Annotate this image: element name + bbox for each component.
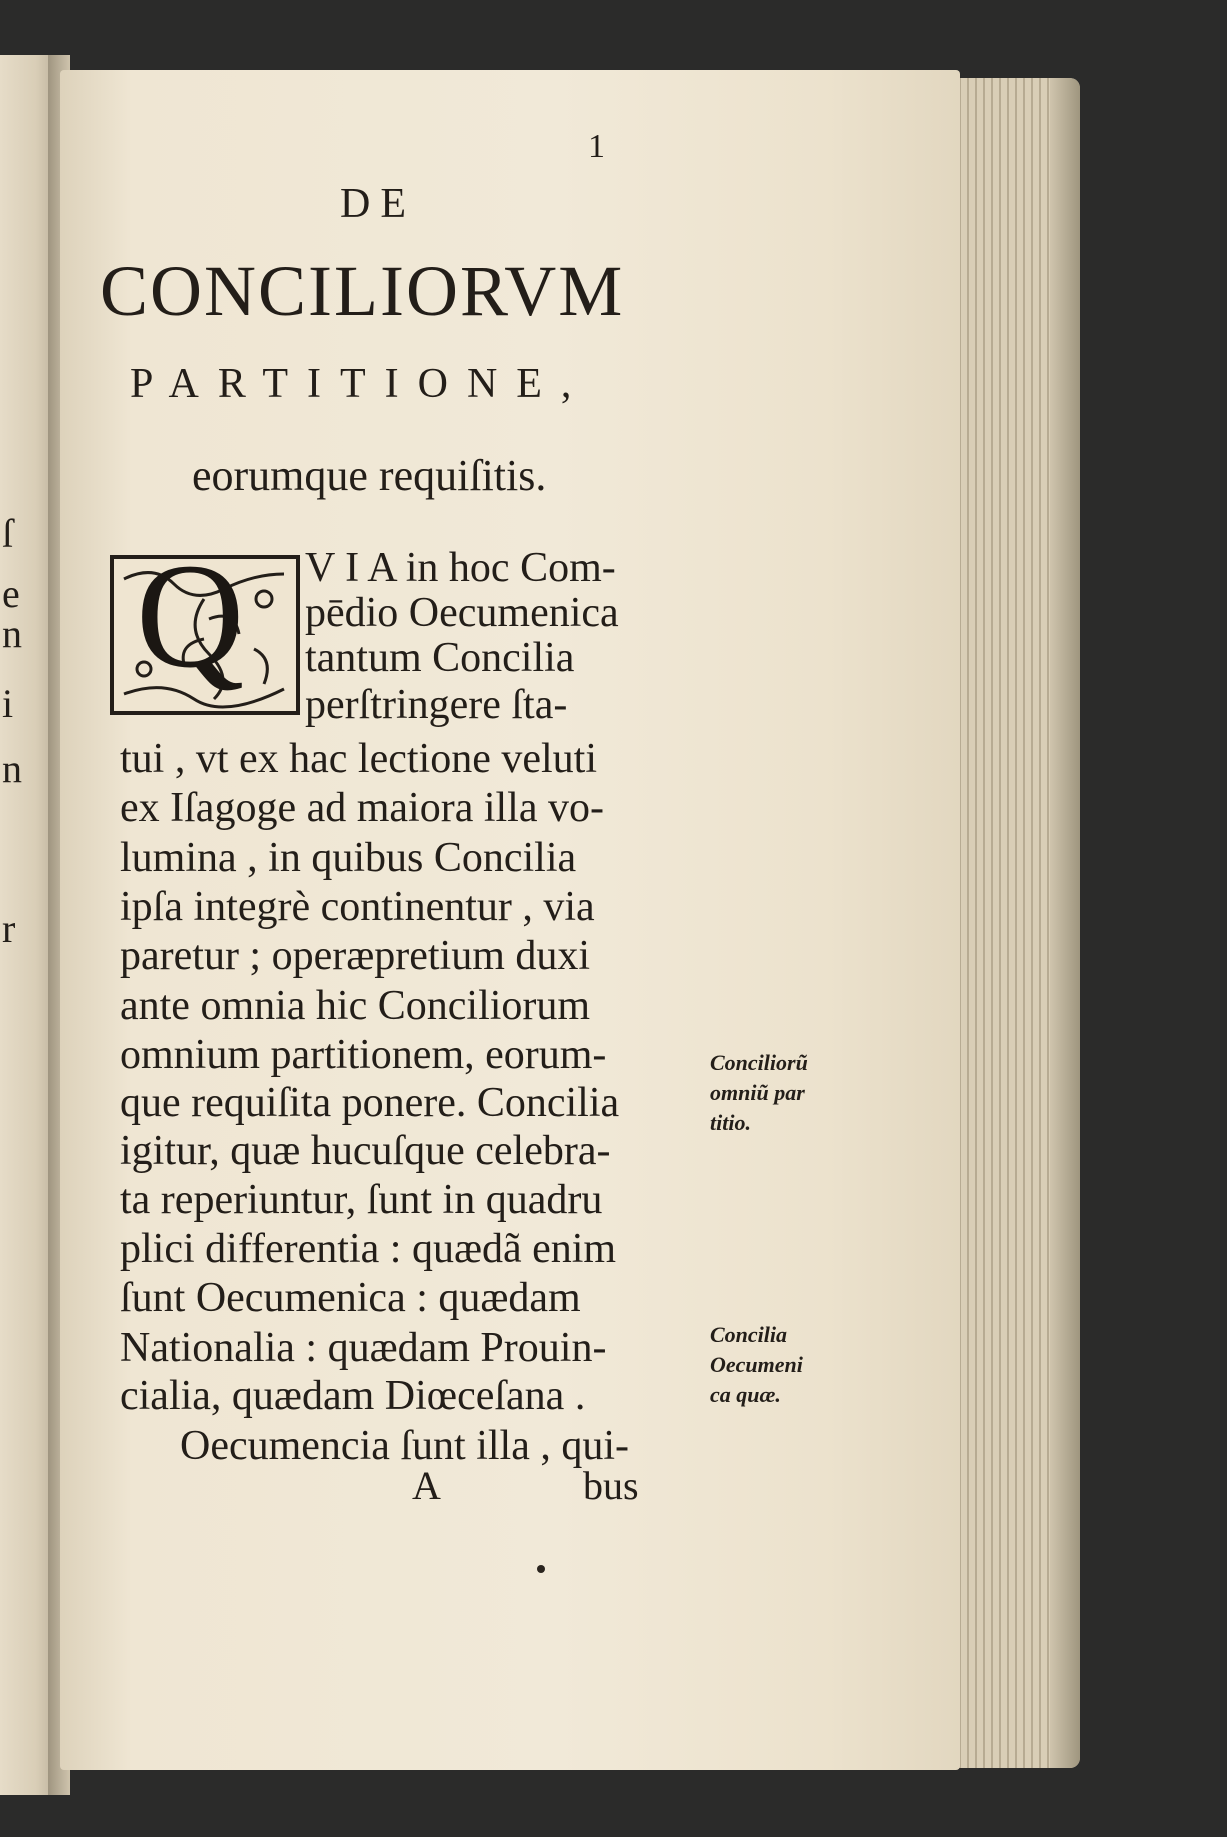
body-line: ante omnia hic Conciliorum [120,983,591,1029]
signature-mark: A [412,1463,441,1508]
page-edges [945,78,1080,1768]
body-line: igitur, quæ hucuſque celebra- [120,1128,611,1174]
title-line-3: PARTITIONE, [130,361,591,407]
ink-speck [537,1565,545,1573]
marginal-note-line: ca quæ. [710,1382,781,1407]
body-line: perſtringere ſta- [305,682,568,728]
body-line: pēdio Oecumenica [305,590,619,636]
body-line: ſunt Oecumenica : quædam [120,1275,581,1321]
marginal-note-line: Conciliorũ [710,1050,808,1075]
drop-cap-letter: Q [136,533,245,699]
body-line: omnium partitionem, eorum- [120,1032,607,1078]
body-line: plici differentia : quædã enim [120,1226,617,1272]
page-number: 1 [588,128,605,165]
body-line: que requiſita ponere. Concilia [120,1080,620,1126]
catchword: bus [583,1463,639,1508]
marginal-note-line: Oecumeni [710,1352,803,1377]
body-line: cialia, quædam Diœceſana . [120,1373,586,1419]
marginal-note-line: Concilia [710,1322,788,1347]
title-line-1: DE [340,181,416,227]
left-page-fragment: e [2,571,20,616]
body-line: ta reperiuntur, ſunt in quadru [120,1177,603,1223]
marginal-note [710,1048,890,1138]
left-page-fragment: n [2,611,22,656]
body-line: ex Iſagoge ad maiora illa vo- [120,785,604,831]
body-line: paretur ; operæpretium duxi [120,933,591,979]
body-line: tui , vt ex hac lectione veluti [120,736,598,782]
marginal-note-line: omniũ par [710,1080,805,1105]
title-line-4: eorumque requiſitis. [192,451,547,500]
left-page-fragment: n [2,746,22,791]
left-page-fragment: i [2,681,14,726]
marginal-note-line: titio. [710,1110,751,1135]
body-line: ipſa integrè continentur , via [120,884,595,930]
body-line: Oecumencia ſunt illa , qui- [180,1423,630,1469]
decorated-initial [110,533,300,715]
left-page-fragment: ſ [2,511,14,556]
body-line: Nationalia : quædam Prouin- [120,1325,607,1371]
body-line: tantum Concilia [305,635,575,681]
left-page-fragment: r [2,906,16,951]
title-line-2: CONCILIORVM [100,251,625,331]
body-line: lumina , in quibus Concilia [120,835,577,881]
body-line: V I A in hoc Com- [305,545,616,591]
marginal-note [710,1320,890,1410]
